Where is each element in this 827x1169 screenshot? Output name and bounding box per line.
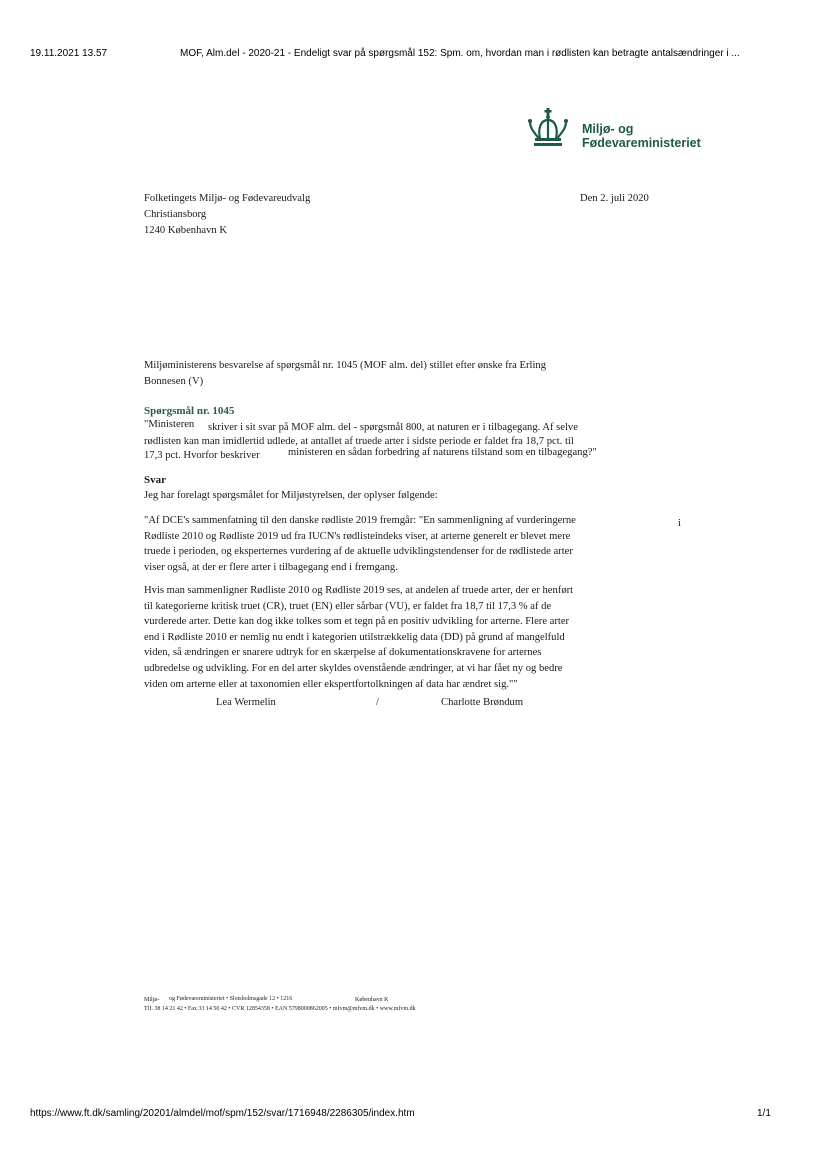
answer-paragraph-1 xyxy=(144,513,576,575)
paragraph-line: udbredelse og udvikling. For en del arter skyldes ovenstående ændringer, at vi har fået ny og bedre xyxy=(144,662,563,674)
subject-line2: Bonnesen (V) xyxy=(144,376,204,387)
letter-date: Den 2. juli 2020 xyxy=(580,193,649,204)
question-heading: Spørgsmål nr. 1045 xyxy=(144,405,235,417)
signature-name-2: Charlotte Brøndum xyxy=(441,697,524,708)
print-url[interactable]: https://www.ft.dk/samling/20201/almdel/mof/spm/152/svar/1716948/2286305/index.htm xyxy=(30,1108,415,1119)
subject-line1: Miljøministerens besvarelse af spørgsmål nr. 1045 (MOF alm. del) stillet efter ønske fra Erling xyxy=(144,360,546,371)
print-datetime: 19.11.2021 13.57 xyxy=(30,48,108,59)
answer-intro: Jeg har forelagt spørgsmålet for Miljøstyrelsen, der oplyser følgende: xyxy=(144,490,438,501)
question-line3b: ministeren en sådan forbedring af naturens tilstand som en tilbagegang?" xyxy=(288,447,597,458)
print-page-number: 1/1 xyxy=(757,1108,771,1119)
paragraph-line: viden, så ændringen er snarere udtryk for en skærpelse af dokumentationskravene for arternes xyxy=(144,647,542,659)
recipient-line2: Christiansborg xyxy=(144,209,207,220)
paragraph-line: viser også, at der er flere arter i tilbagegang end i fremgang. xyxy=(144,561,398,573)
logo-line1: Miljø- og xyxy=(582,122,634,136)
paragraph-line: truede i perioden, og eksperternes vurdering af de aktuelle udviklingstendenser for de rødlistede arter xyxy=(144,546,573,558)
paragraph-line: Hvis man sammenligner Rødliste 2010 og Rødliste 2019 ses, at andelen af truede arter, der er henført xyxy=(144,585,574,596)
paragraph-line: "Af DCE's sammenfatning til den danske rødliste 2019 fremgår: "En sammenligning af vurderingerne xyxy=(144,515,576,526)
answer-paragraph-2 xyxy=(144,583,573,692)
signature-name-1: Lea Wermelin xyxy=(216,697,276,708)
logo-line2: Fødevareministeriet xyxy=(582,136,701,150)
recipient-line3: 1240 København K xyxy=(144,225,227,236)
print-title: MOF, Alm.del - 2020-21 - Endeligt svar på spørgsmål 152: Spm. om, hvordan man i rødlisten kan betragte antalsændringer i ... xyxy=(180,48,740,59)
footer-line1c: København K xyxy=(355,997,389,1003)
recipient-line1: Folketingets Miljø- og Fødevareudvalg xyxy=(144,193,311,204)
crown-icon xyxy=(524,108,572,148)
answer-heading: Svar xyxy=(144,474,166,486)
paragraph-line: vurderede arter. Dette kan dog ikke tolkes som et tegn på en positiv udvikling for arterne. Flere arter xyxy=(144,616,570,628)
question-line2: rødlisten kan man imidlertid udlede, at antallet af truede arter i sidste periode er faldet fra 18,7 pct. til xyxy=(144,436,574,447)
footer-line2: Tlf. 38 14 21 42 • Fax 33 14 50 42 • CVR 12854358 • EAN 5798000862005 • mfvm@mfvm.dk • www.mfvm.dk xyxy=(144,1006,416,1012)
paragraph-line: Rødliste 2010 og Rødliste 2019 ud fra IUCN's rødlisteindeks viser, at arterne generelt er blevet mere xyxy=(144,530,571,542)
footer-line1a: Miljø- xyxy=(144,997,160,1003)
footer-line1b: og Fødevareministeriet • Slotsholmsgade 12 • 1216 xyxy=(169,996,293,1002)
question-line3a: 17,3 pct. Hvorfor beskriver xyxy=(144,450,260,461)
signature-separator: / xyxy=(376,697,379,708)
paragraph-line: viden om arterne eller at taxonomien eller ekspertfortolkningen af data har ændret sig."" xyxy=(144,678,518,690)
question-line1a: "Ministeren xyxy=(144,419,195,430)
paragraph-line: til kategorierne kritisk truet (CR), truet (EN) eller sårbar (VU), er faldet fra 18,7 til 17,3 % af de xyxy=(144,600,552,612)
paragraph-line: end i Rødliste 2010 er nemlig nu endt i kategorien utilstrækkelig data (DD) på grund af mangelfuld xyxy=(144,631,565,643)
question-line1b: skriver i sit svar på MOF alm. del - spørgsmål 800, at naturen er i tilbagegang. Af selve xyxy=(208,422,578,433)
stray-character: i xyxy=(678,518,681,529)
